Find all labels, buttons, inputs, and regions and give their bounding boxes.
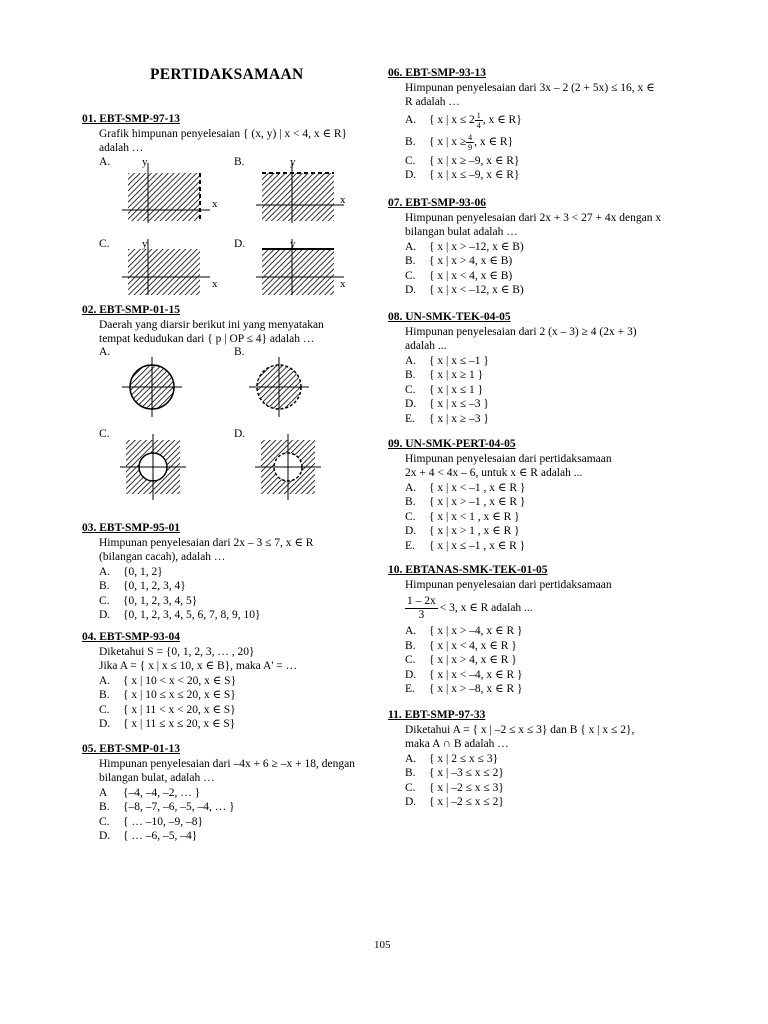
option-text: { x | 10 < x < 20, x ∈ S} [123, 674, 237, 687]
option-text: { … –10, –9, –8} [123, 815, 204, 828]
fraction [466, 133, 474, 152]
option [99, 786, 372, 801]
option [405, 240, 688, 255]
option-label: D. [99, 609, 111, 621]
page-number: 105 [374, 939, 391, 951]
question-03 [82, 521, 372, 623]
fraction-denominator: 4 [476, 121, 481, 130]
option-label: E. [405, 683, 415, 695]
option [99, 594, 372, 609]
question-header: 07. EBT-SMP-93-06 [388, 197, 486, 209]
question-07 [388, 196, 688, 298]
graph-option-a [118, 155, 228, 225]
question-text: tempat kedudukan dari { p | OP ≤ 4} adalah … [99, 333, 315, 345]
option [405, 524, 688, 539]
question-text: bilangan bulat, adalah … [99, 772, 215, 784]
option [405, 154, 688, 169]
option-label: D. [234, 428, 246, 440]
option-list [82, 565, 372, 623]
option [99, 579, 372, 594]
option-list [82, 674, 372, 732]
y-axis-label: y [290, 156, 296, 168]
option-list [388, 354, 688, 427]
option-label: E. [405, 412, 415, 425]
option-text: {0, 1, 2} [123, 565, 163, 578]
option-label: E. [405, 539, 415, 552]
option-label: A. [405, 240, 417, 253]
region-option-c [118, 434, 188, 500]
option [99, 565, 372, 580]
question-header: 02. EBT-SMP-01-15 [82, 304, 180, 316]
option-label: A. [405, 481, 417, 494]
option-text: {–8, –7, –6, –5, –4, … } [123, 801, 235, 813]
option-text: {0, 1, 2, 3, 4, 5, 6, 7, 8, 9, 10} [123, 609, 261, 621]
graph-option-b [252, 155, 362, 225]
question-05 [82, 742, 372, 844]
option-label: B. [405, 639, 416, 652]
question-header: 11. EBT-SMP-97-33 [388, 709, 486, 721]
question-10 [388, 563, 688, 697]
option-text: { x | x ≤ –1 } [429, 354, 489, 367]
question-text: Grafik himpunan penyelesaian { (x, y) | x < 4, x ∈ R} [99, 127, 348, 140]
option-label: C. [405, 154, 416, 167]
question-text: Himpunan penyelesaian dari –4x + 6 ≥ –x + 18, dengan [99, 757, 355, 770]
option-text: { x | –2 ≤ x ≤ 2} [429, 796, 504, 808]
option [405, 539, 688, 554]
fraction [405, 595, 438, 622]
option-text: { x | x ≤ –1 , x ∈ R } [429, 539, 526, 552]
option [405, 368, 688, 383]
question-text: Himpunan penyelesaian dari pertidaksamaan [405, 578, 612, 591]
question-text: adalah ... [405, 340, 447, 352]
question-text: R adalah … [405, 96, 460, 108]
shaded-region [262, 173, 334, 221]
option [405, 481, 688, 496]
option [405, 168, 688, 183]
option-text: { x | x ≤ –9, x ∈ R} [429, 169, 520, 181]
option-list [388, 752, 688, 810]
option-text: { x | x ≤ –3 } [429, 398, 489, 410]
option-text: { x | x ≥ 1 } [429, 369, 484, 381]
option-label: A. [99, 565, 111, 578]
option-list [82, 786, 372, 844]
option-label: C. [405, 269, 416, 282]
question-text: Diketahui S = {0, 1, 2, 3, … , 20} [99, 645, 255, 658]
option-text: { x | –2 ≤ x ≤ 3} [429, 781, 504, 794]
question-header: 08. UN-SMK-TEK-04-05 [388, 311, 511, 323]
shaded-region [128, 249, 150, 295]
option-text: {–4, –4, –2, … } [123, 786, 201, 799]
question-header: 04. EBT-SMP-93-04 [82, 631, 180, 643]
question-02 [82, 303, 372, 347]
option-text: {0, 1, 2, 3, 4} [123, 580, 186, 592]
option [99, 815, 372, 830]
option-label: A. [405, 354, 417, 367]
question-text: adalah … [99, 142, 144, 154]
fraction-numerator: 1 [476, 111, 481, 120]
option-label: D. [405, 668, 417, 681]
option-text: { x | x > –12, x ∈ B) [429, 240, 524, 253]
fraction-numerator: 1 – 2x [407, 594, 436, 607]
question-04 [82, 630, 372, 732]
option [99, 829, 372, 844]
question-text: (bilangan cacah), adalah … [99, 551, 226, 563]
option [405, 495, 688, 510]
option-text: { x | x ≤ 1 } [429, 383, 484, 396]
option-text-post: , x ∈ R} [482, 114, 522, 127]
question-header: 01. EBT-SMP-97-13 [82, 113, 180, 125]
y-axis-label: y [290, 238, 296, 250]
region-option-a [120, 355, 184, 419]
option-label: C. [99, 815, 110, 828]
option-label: A [99, 786, 108, 799]
question-text: Himpunan penyelesaian dari 3x – 2 (2 + 5x) ≤ 16, x ∈ [405, 81, 655, 94]
y-axis-label: y [142, 156, 148, 168]
option [405, 639, 688, 654]
option [405, 132, 688, 154]
question-text: 2x + 4 < 4x – 6, untuk x ∈ R adalah ... [405, 467, 583, 479]
option-label: B. [405, 496, 416, 508]
option-text-post: , x ∈ R} [474, 136, 514, 149]
option-label: A. [99, 346, 111, 358]
question-text: Himpunan penyelesaian dari pertidaksamaan [405, 452, 612, 465]
option [405, 752, 688, 767]
region-option-d [253, 434, 323, 500]
option-list [388, 240, 688, 298]
option-text: { x | 10 ≤ x ≤ 20, x ∈ S} [123, 689, 236, 701]
region-option-b [247, 355, 311, 419]
shaded-region [150, 249, 200, 295]
option-label: C. [99, 238, 110, 250]
option-text: { x | x > 4, x ∈ R } [429, 654, 517, 666]
option [99, 703, 372, 718]
question-01 [82, 112, 372, 156]
graph-option-c [118, 237, 228, 297]
option-text: { x | 2 ≤ x ≤ 3} [429, 752, 499, 765]
y-axis-label: y [142, 238, 148, 250]
option [99, 608, 372, 623]
question-11 [388, 708, 688, 810]
option-label: C. [405, 781, 416, 794]
page-title: PERTIDAKSAMAAN [150, 66, 304, 83]
option-label: D. [99, 830, 111, 842]
option-text: { … –6, –5, –4} [123, 830, 198, 842]
option-label: C. [99, 703, 110, 716]
option-text: { x | x < 4, x ∈ R } [429, 639, 517, 652]
option-text: { x | x > 4, x ∈ B) [429, 255, 513, 267]
option-label: B. [234, 346, 245, 358]
question-06 [388, 66, 688, 183]
option-label: C. [405, 654, 416, 666]
option [99, 688, 372, 703]
question-text: Diketahui A = { x | –2 ≤ x ≤ 3} dan B { x | x ≤ 2}, [405, 723, 635, 736]
option-text-pre: { x | x ≤ 2 [429, 114, 475, 127]
graph-option-d [252, 237, 362, 297]
option [99, 800, 372, 815]
question-08 [388, 310, 688, 426]
option-text: { x | x > –8, x ∈ R } [429, 683, 523, 695]
option-text: { x | x > –4, x ∈ R } [429, 625, 523, 637]
option-text: { x | 11 < x < 20, x ∈ S} [123, 703, 236, 716]
question-header: 06. EBT-SMP-93-13 [388, 67, 486, 79]
option-label: D. [405, 525, 417, 537]
option [405, 510, 688, 525]
x-axis-label: x [212, 278, 218, 290]
option-text-pre: { x | x ≥ [429, 136, 467, 149]
option [405, 682, 688, 697]
option-label: D. [234, 238, 246, 250]
question-text: maka A ∩ B adalah … [405, 738, 509, 750]
option-list [388, 624, 688, 697]
x-axis-label: x [340, 278, 346, 290]
option-label: C. [99, 594, 110, 607]
fraction [475, 111, 483, 130]
option [405, 254, 688, 269]
option [405, 412, 688, 427]
question-text: Himpunan penyelesaian dari 2x – 3 ≤ 7, x ∈ R [99, 536, 314, 549]
option-text: { x | x ≥ –3 } [429, 412, 489, 425]
question-text: bilangan bulat adalah … [405, 226, 518, 238]
option-label: A. [405, 625, 417, 637]
shaded-region [128, 173, 200, 221]
option-text: { x | x > 1 , x ∈ R } [429, 525, 520, 537]
option-label: D. [99, 718, 111, 730]
option-label: C. [405, 510, 416, 523]
option-text: { x | x ≥ –9, x ∈ R} [429, 154, 520, 167]
option [405, 624, 688, 639]
option [99, 674, 372, 689]
question-header: 05. EBT-SMP-01-13 [82, 743, 180, 755]
question-expression [388, 592, 688, 624]
x-axis-label: x [340, 194, 346, 206]
option-label: B. [234, 156, 245, 168]
option-label: A. [99, 156, 111, 168]
question-text: < 3, x ∈ R adalah ... [439, 601, 533, 614]
option-label: D. [405, 398, 417, 410]
option [405, 110, 688, 132]
option [405, 354, 688, 369]
option-label: D. [405, 796, 417, 808]
option-label: B. [99, 580, 110, 592]
question-text: Himpunan penyelesaian dari 2 (x – 3) ≥ 4 (2x + 3) [405, 325, 637, 338]
option-label: D. [405, 169, 417, 181]
option-label: C. [99, 428, 110, 440]
option-label: A. [99, 674, 111, 687]
option-label: C. [405, 383, 416, 396]
question-header: 03. EBT-SMP-95-01 [82, 522, 180, 534]
option-text: { x | x < –1 , x ∈ R } [429, 481, 526, 494]
question-header: 10. EBTANAS-SMK-TEK-01-05 [388, 564, 548, 576]
option-text: { x | –3 ≤ x ≤ 2} [429, 767, 504, 779]
fraction-denominator: 9 [468, 143, 473, 152]
question-text: Daerah yang diarsir berikut ini yang menyatakan [99, 318, 324, 331]
fraction-numerator: 4 [468, 133, 473, 142]
question-09 [388, 437, 688, 553]
option-text: { x | x < –4, x ∈ R } [429, 668, 523, 681]
option [405, 795, 688, 810]
option-text: { x | x > –1 , x ∈ R } [429, 496, 526, 508]
option-label: B. [99, 689, 110, 701]
question-header: 09. UN-SMK-PERT-04-05 [388, 438, 516, 450]
option [405, 383, 688, 398]
option [405, 766, 688, 781]
shaded-region [262, 249, 334, 295]
option-text: {0, 1, 2, 3, 4, 5} [123, 594, 198, 607]
question-text: Jika A = { x | x ≤ 10, x ∈ B}, maka A' = … [99, 660, 298, 672]
option-label: B. [405, 767, 416, 779]
option-text: { x | x < 1 , x ∈ R } [429, 510, 520, 523]
option-label: B. [99, 801, 110, 813]
option [405, 781, 688, 796]
option-label: B. [405, 255, 416, 267]
x-axis-label: x [212, 198, 218, 210]
option [405, 668, 688, 683]
fraction-denominator: 3 [418, 608, 425, 621]
option-text: { x | 11 ≤ x ≤ 20, x ∈ S} [123, 718, 236, 730]
option-label: D. [405, 284, 417, 296]
option [99, 717, 372, 732]
option-label: A. [405, 114, 417, 127]
option-list [388, 110, 688, 183]
option [405, 269, 688, 284]
option-list [388, 481, 688, 554]
option-label: B. [405, 136, 416, 149]
option-label: A. [405, 752, 417, 765]
option [405, 283, 688, 298]
option [405, 397, 688, 412]
option-text: { x | x < 4, x ∈ B) [429, 269, 513, 282]
option-text: { x | x < –12, x ∈ B) [429, 284, 524, 296]
question-text: Himpunan penyelesaian dari 2x + 3 < 27 + 4x dengan x [405, 211, 662, 224]
option-label: B. [405, 369, 416, 381]
option [405, 653, 688, 668]
